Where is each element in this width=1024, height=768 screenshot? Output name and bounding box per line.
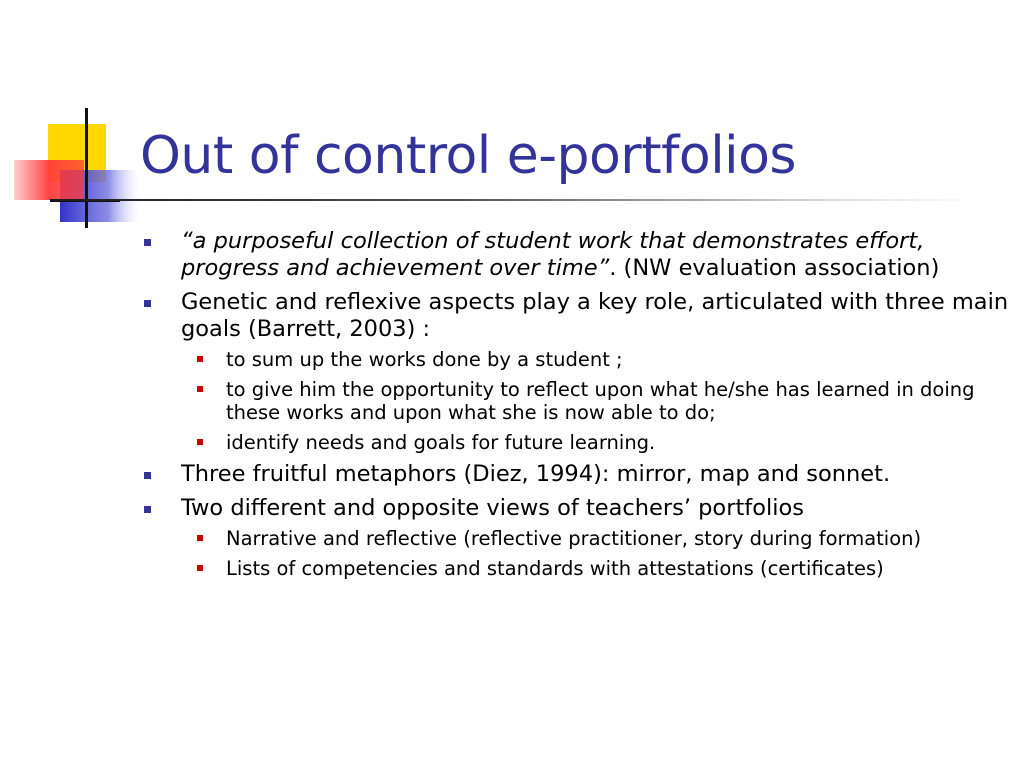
goals-sublist — [181, 348, 1010, 454]
logo-vertical-line — [85, 108, 88, 228]
slide-content — [140, 228, 1010, 587]
title-underline — [50, 199, 980, 201]
definition-quote: “a purposeful collection of student work that demonstrates effort, progress and achievement over time” — [181, 228, 925, 281]
slide-title: Out of control e-portfolios — [140, 126, 796, 186]
view-item: Lists of competencies and standards with attestations (certificates) — [181, 557, 1010, 580]
bullet-list — [140, 228, 1010, 580]
definition-source: . (NW evaluation association) — [609, 255, 940, 281]
bullet-goals — [140, 289, 1010, 454]
metaphors-text: Three fruitful metaphors (Diez, 1994): mirror, map and sonnet. — [181, 461, 891, 487]
bullet-views — [140, 495, 1010, 580]
logo-red-square — [14, 160, 84, 200]
decorative-logo — [0, 0, 150, 240]
views-sublist — [181, 527, 1010, 580]
goal-item: to give him the opportunity to reflect upon what he/she has learned in doing these works and upon what she is now able to do; — [181, 378, 1010, 424]
view-item: Narrative and reflective (reflective practitioner, story during formation) — [181, 527, 1010, 550]
views-text: Two different and opposite views of teachers’ portfolios — [181, 495, 804, 521]
goal-item: identify needs and goals for future learning. — [181, 431, 1010, 454]
goals-text: Genetic and reflexive aspects play a key role, articulated with three main goals (Barrett, 2003) : — [181, 289, 1009, 342]
bullet-metaphors — [140, 461, 1010, 488]
bullet-definition — [140, 228, 1010, 282]
goal-item: to sum up the works done by a student ; — [181, 348, 1010, 371]
